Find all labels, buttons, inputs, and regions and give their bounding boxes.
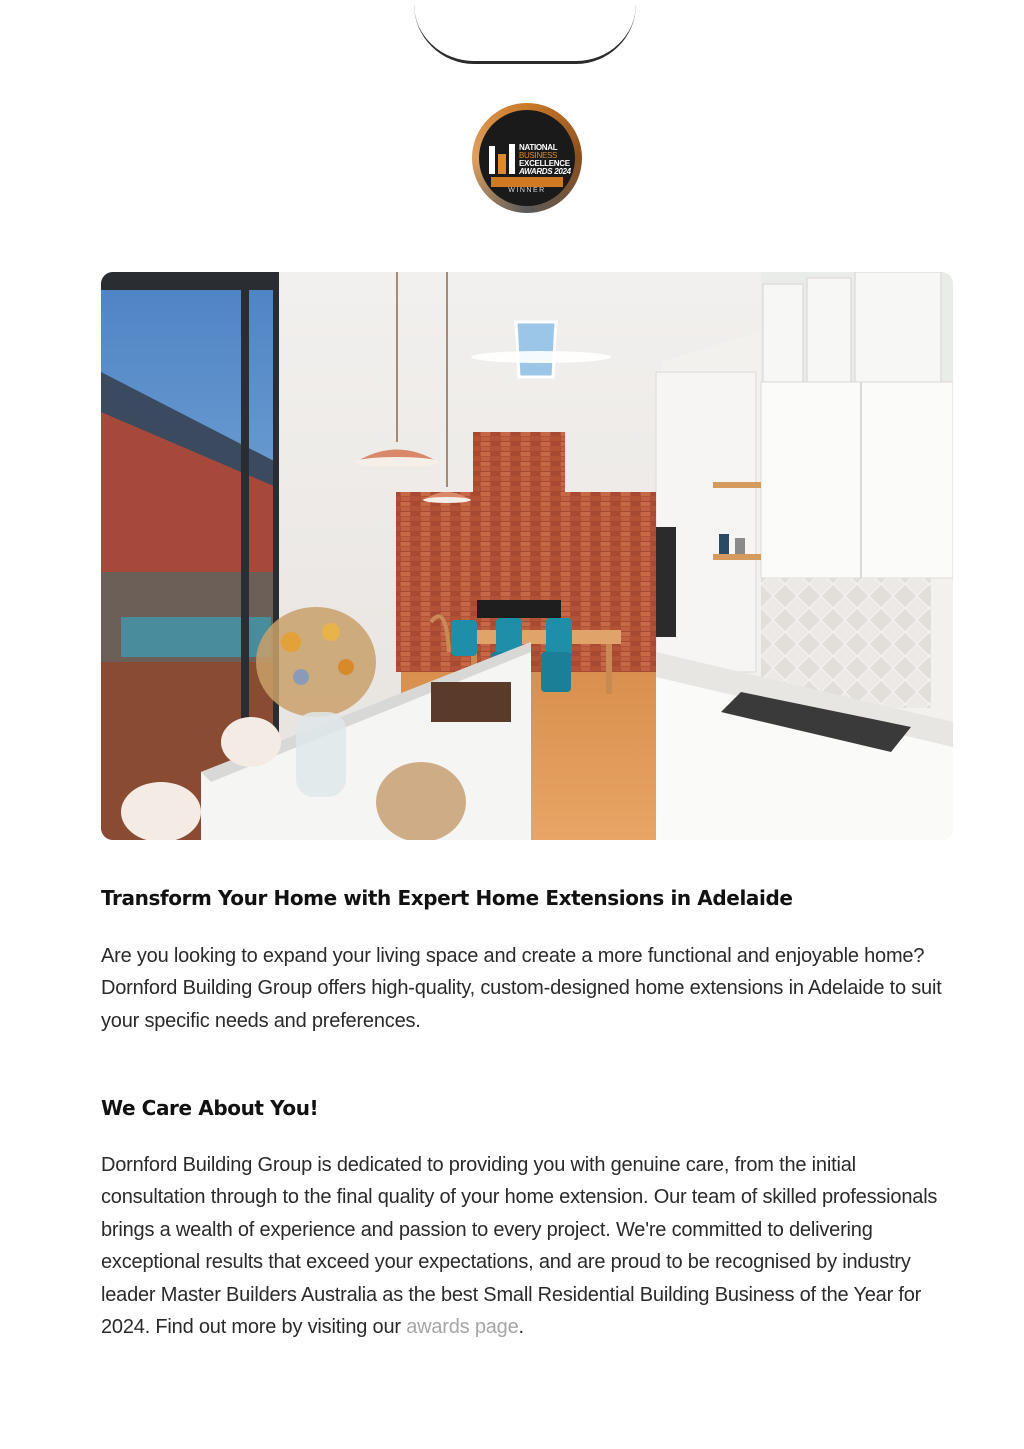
section2-paragraph xyxy=(101,1149,961,1343)
section2-paragraph-end: . xyxy=(518,1316,524,1339)
section2-paragraph-text: Dornford Building Group is dedicated to providing you with genuine care, from the initial consultation through to the final quality of your home extension. Our team of skilled professionals brings a wealth of experience and passion to every project. We're committed to delivering exceptional results that exceed your expectations, and are proud to be recognised by industry leader Master Builders Australia as the best Small Residential Building Business of the Year for 2024. Find out more by visiting our xyxy=(101,1154,938,1339)
award-badge-text xyxy=(519,144,571,176)
award-badge-inner xyxy=(479,110,575,206)
award-logo-icon xyxy=(489,144,515,174)
awards-page-link[interactable]: awards page xyxy=(406,1316,519,1339)
award-winner-label: WINNER xyxy=(508,187,546,194)
top-pill-button[interactable] xyxy=(414,0,636,64)
hero-image xyxy=(101,272,953,840)
section1-heading: Transform Your Home with Expert Home Extensions in Adelaide xyxy=(101,886,793,910)
award-line-3: EXCELLENCE xyxy=(519,159,570,168)
award-badge-stripe xyxy=(491,177,563,187)
section1-paragraph: Are you looking to expand your living space and create a more functional and enjoyable home? Dornford Building Group offers high-quality, custom-designed home extensions in Adelaide to suit your specific needs and preferences. xyxy=(101,945,942,1032)
kitchen-extension-photo xyxy=(101,272,953,840)
award-line-1: NATIONAL xyxy=(519,143,558,152)
section2-heading: We Care About You! xyxy=(101,1096,319,1120)
award-line-2: BUSINESS xyxy=(519,151,558,160)
award-badge xyxy=(472,103,582,213)
award-line-4: AWARDS 2024 xyxy=(519,167,571,176)
